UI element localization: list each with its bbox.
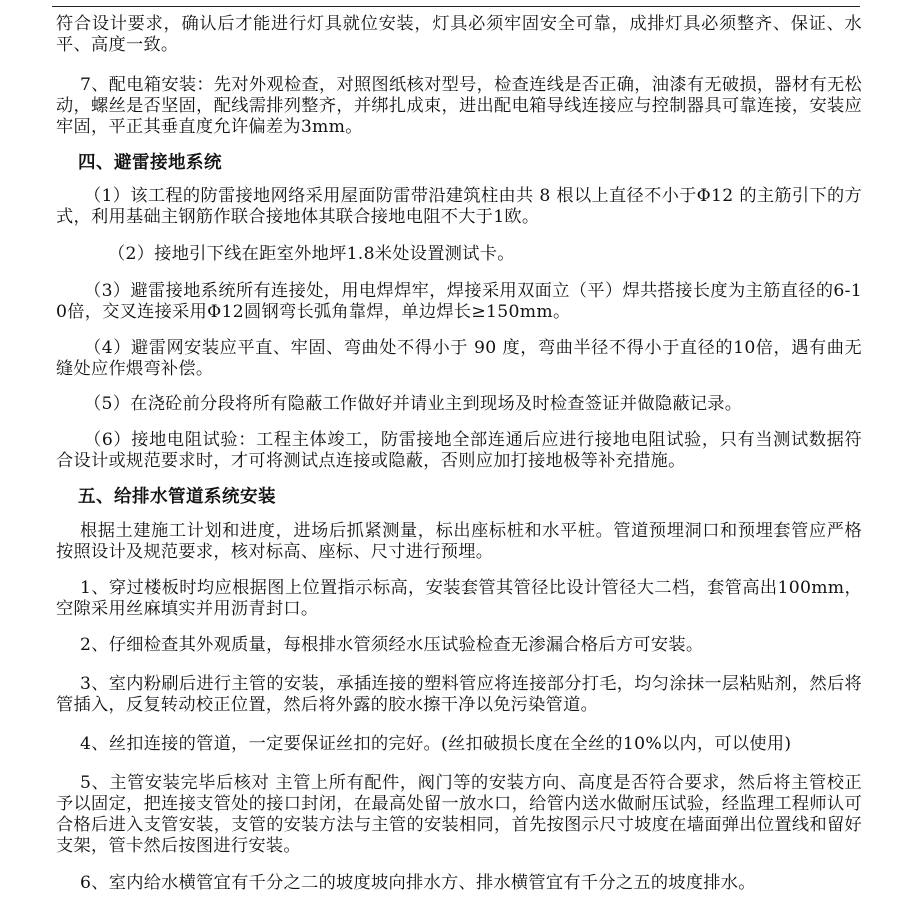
paragraph-grounding-3: （3）避雷接地系统所有连接处，用电焊焊牢，焊接采用双面立（平）焊共搭接长度为主筋直径的6-10倍，交叉连接采用Φ12圆钢弯长弧角靠焊，单边焊长≥150mm。 — [56, 281, 862, 322]
document-body — [56, 10, 862, 894]
paragraph-plumbing-intro: 根据土建施工计划和进度，进场后抓紧测量，标出座标桩和水平桩。管道预埋洞口和预埋套管应严格按照设计及规范要求，核对标高、座标、尺寸进行预埋。 — [56, 521, 862, 562]
paragraph-plumbing-6: 6、室内给水横管宜有千分之二的坡度坡向排水方、排水横管宜有千分之五的坡度排水。 — [80, 873, 756, 893]
paragraph-grounding-5: （5）在浇砼前分段将所有隐蔽工作做好并请业主到现场及时检查签证并做隐蔽记录。 — [84, 394, 743, 414]
paragraph-plumbing-5: 5、主管安装完毕后核对 主管上所有配件，阀门等的安装方向、高度是否符合要求，然后将主管校正予以固定，把连接支管处的接口封闭，在最高处留一放水口，给管内送水做耐压试验，经监理工程师认可合格后进入支管安装，支管的安装方法与主管的安装相同，首先按图示尺寸坡度在墙面弹出位置线和留好支架，管卡然后按图进行安装。 — [56, 773, 862, 856]
paragraph-plumbing-1: 1、穿过楼板时均应根据图上位置指示标高，安装套管其管径比设计管径大二档，套管高出100mm，空隙采用丝麻填实并用沥青封口。 — [56, 578, 862, 619]
paragraph-grounding-4: （4）避雷网安装应平直、牢固、弯曲处不得小于 90 度，弯曲半径不得小于直径的10倍，遇有曲无缝处应作煨弯补偿。 — [56, 338, 862, 379]
section-heading-lightning-grounding: 四、避雷接地系统 — [78, 153, 222, 173]
paragraph-grounding-1: （1）该工程的防雷接地网络采用屋面防雷带沿建筑柱由共 8 根以上直径不小于Φ12 的主筋引下的方式，利用基础主钢筋作联合接地体其联合接地电阻不大于1欧。 — [56, 186, 862, 227]
paragraph-distribution-box: 7、配电箱安装：先对外观检查，对照图纸核对型号，检查连线是否正确，油漆有无破损，器材有无松动，螺丝是否坚固，配线需排列整齐，并绑扎成束，进出配电箱导线连接应与控制器具可靠连接，安装应牢固，平正其垂直度允许偏差为3mm。 — [56, 75, 862, 137]
paragraph-lighting-continuation: 符合设计要求，确认后才能进行灯具就位安装，灯具必须牢固安全可靠，成排灯具必须整齐、保证、水平、高度一致。 — [56, 14, 862, 55]
paragraph-plumbing-3: 3、室内粉刷后进行主管的安装，承插连接的塑料管应将连接部分打毛，均匀涂抹一层粘贴剂，然后将管插入，反复转动校正位置，然后将外露的胶水擦干净以免污染管道。 — [56, 674, 862, 715]
section-heading-plumbing: 五、给排水管道系统安装 — [78, 487, 276, 507]
paragraph-plumbing-4: 4、丝扣连接的管道，一定要保证丝扣的完好。(丝扣破损长度在全丝的10%以内，可以使用) — [80, 734, 792, 754]
paragraph-plumbing-2: 2、仔细检查其外观质量，每根排水管须经水压试验检查无渗漏合格后方可安装。 — [80, 635, 704, 655]
paragraph-grounding-2: （2）接地引下线在距室外地坪1.8米处设置测试卡。 — [108, 244, 515, 264]
top-rule — [52, 6, 860, 7]
paragraph-grounding-6: （6）接地电阻试验：工程主体竣工，防雷接地全部连通后应进行接地电阻试验，只有当测试数据符合设计或规范要求时，才可将测试点连接或隐蔽，否则应加打接地极等补充措施。 — [56, 430, 862, 471]
